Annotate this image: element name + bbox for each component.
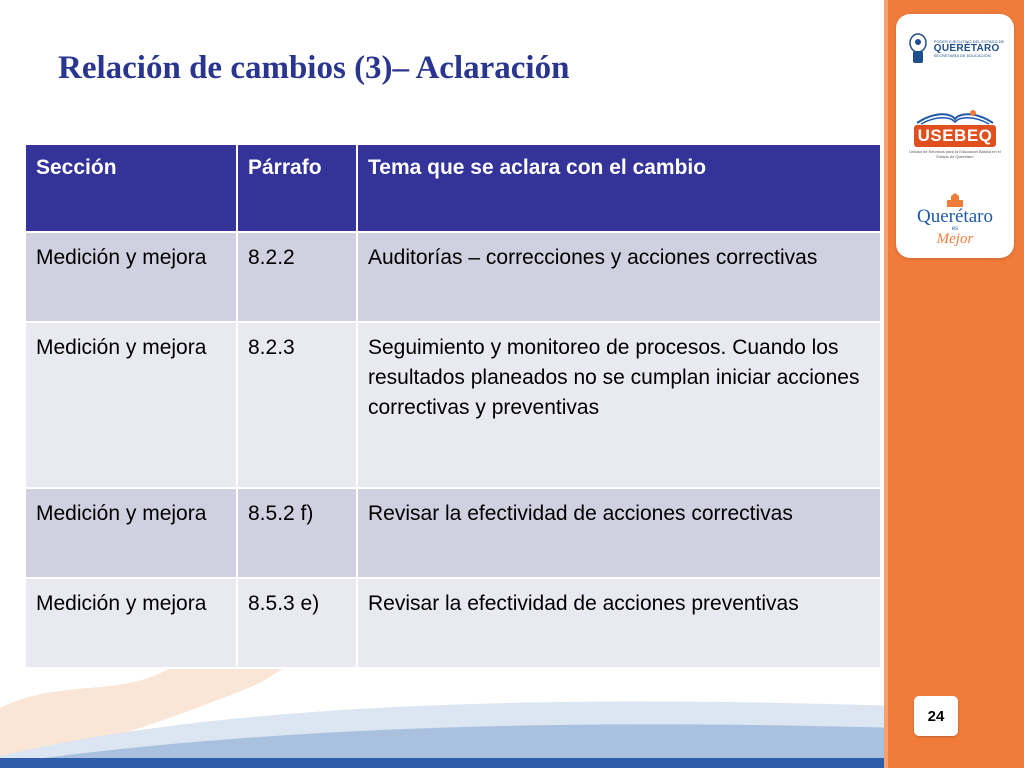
cell-seccion: Medición y mejora (25, 488, 237, 578)
queretaro-government-logo (904, 24, 1006, 74)
table-row (25, 578, 881, 668)
usebeq-logo (904, 104, 1006, 164)
seal-small-text: PODER EJECUTIVO DEL ESTADO DE (933, 39, 1005, 44)
logo-panel (896, 14, 1014, 258)
usebeq-sub: Unidad de Servicios para la Educación Básica en el Estado de Querétaro (909, 149, 1001, 159)
usebeq-name: USEBEQ (914, 125, 997, 147)
state-seal-icon (906, 32, 930, 66)
seal-name: QUERÉTARO (933, 43, 1000, 54)
cell-parrafo: 8.5.3 e) (237, 578, 357, 668)
header-parrafo: Párrafo (237, 144, 357, 232)
header-tema: Tema que se aclara con el cambio (357, 144, 881, 232)
header-seccion: Sección (25, 144, 237, 232)
church-icon (943, 193, 967, 207)
open-book-icon (915, 109, 995, 125)
seal-sub: SECRETARÍA DE EDUCACIÓN (933, 53, 991, 58)
changes-table (24, 143, 882, 669)
logo-mejor-text: Mejor (936, 231, 974, 247)
cell-parrafo: 8.2.2 (237, 232, 357, 322)
logo-queretaro-text: Querétaro (917, 206, 993, 227)
table-row (25, 488, 881, 578)
cell-seccion: Medición y mejora (25, 322, 237, 488)
cell-parrafo: 8.2.3 (237, 322, 357, 488)
slide-title: Relación de cambios (3)– Aclaración (58, 50, 570, 86)
side-band (884, 0, 1024, 768)
cell-parrafo: 8.5.2 f) (237, 488, 357, 578)
cell-tema: Revisar la efectividad de acciones preventivas (357, 578, 881, 668)
cell-tema: Auditorías – correcciones y acciones correctivas (357, 232, 881, 322)
cell-seccion: Medición y mejora (25, 578, 237, 668)
table-row (25, 232, 881, 322)
table-header-row (25, 144, 881, 232)
cell-tema: Revisar la efectividad de acciones correctivas (357, 488, 881, 578)
cell-tema: Seguimiento y monitoreo de procesos. Cuando los resultados planeados no se cumplan iniciar acciones correctivas y preventivas (357, 322, 881, 488)
queretaro-es-mejor-logo (904, 190, 1006, 250)
logo-es-text: es (951, 226, 959, 232)
cell-seccion: Medición y mejora (25, 232, 237, 322)
page-number: 24 (914, 696, 958, 736)
table-row (25, 322, 881, 488)
